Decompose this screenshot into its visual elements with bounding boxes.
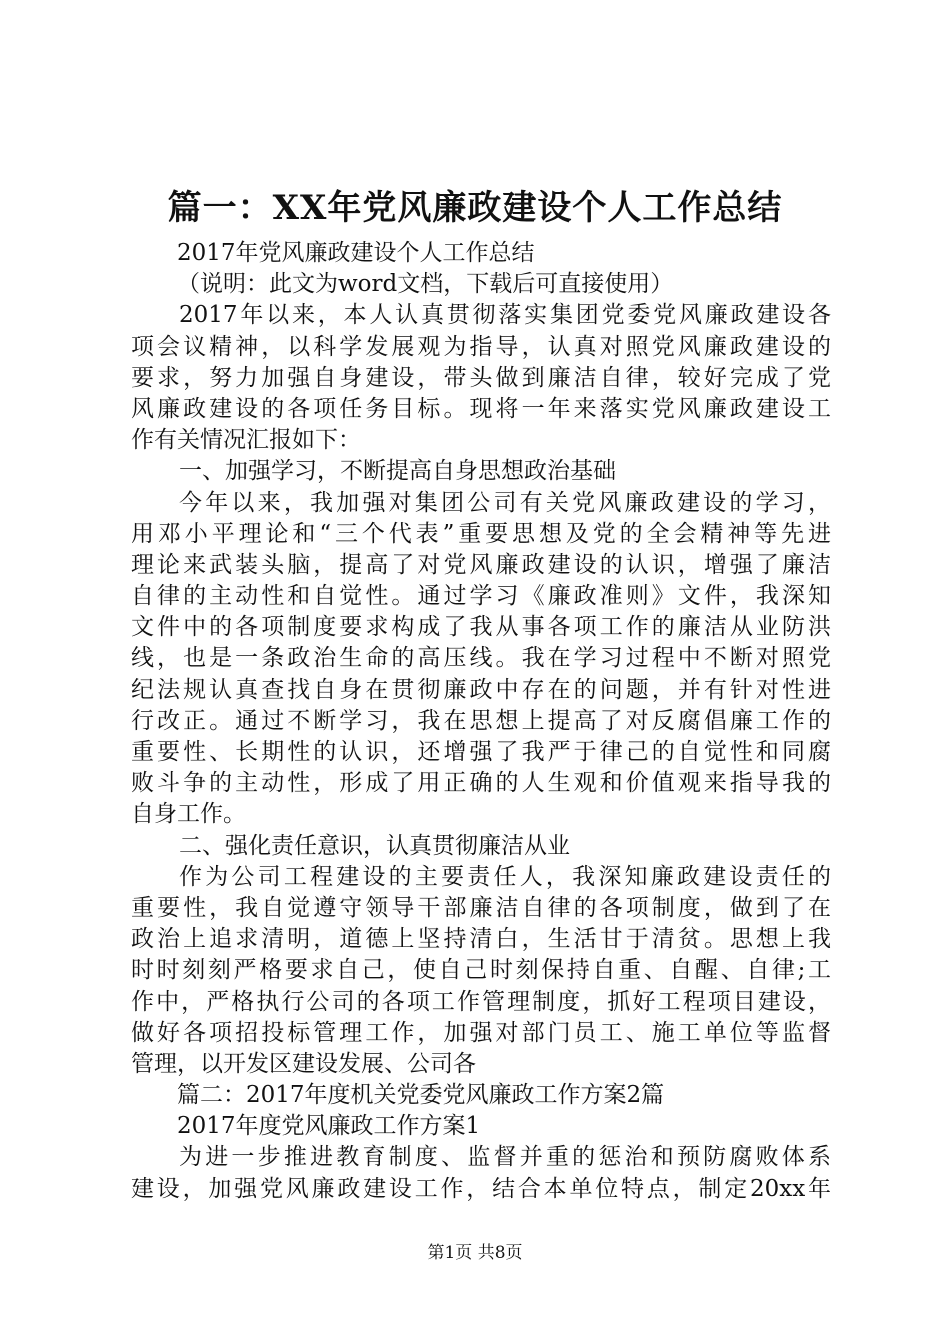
text-line: 重要性、长期性的认识，还增强了我严于律己的自觉性和同腐 [131, 739, 831, 765]
text-line: 纪法规认真查找自身在贯彻廉政中存在的问题，并有针对性进 [131, 676, 831, 703]
text-line: 建设，加强党风廉政建设工作，结合本单位特点，制定20xx年 [131, 1175, 831, 1202]
text-line: 篇二：2017年度机关党委党风廉政工作方案2篇 [177, 1082, 665, 1109]
text-line: 今年以来，我加强对集团公司有关党风廉政建设的学习， [179, 489, 831, 516]
text-line: 2017年以来，本人认真贯彻落实集团党委党风廉政建设各 [179, 302, 831, 329]
text-line: 为进一步推进教育制度、监督并重的惩治和预防腐败体系 [179, 1144, 831, 1171]
text-line: 政治上追求清明，道德上坚持清白，生活甘于清贫。思想上我 [131, 926, 831, 953]
text-line: 做好各项招投标管理工作，加强对部门员工、施工单位等监督 [131, 1019, 831, 1046]
page-footer: 第1页 共8页 [427, 1243, 523, 1263]
text-line: 文件中的各项制度要求构成了我从事各项工作的廉洁从业防洪 [131, 614, 831, 641]
text-line: 线，也是一条政治生命的高压线。我在学习过程中不断对照党 [131, 645, 831, 672]
text-line: 行改正。通过不断学习，我在思想上提高了对反腐倡廉工作的 [131, 707, 831, 734]
text-line: 风廉政建设的各项任务目标。现将一年来落实党风廉政建设工 [131, 395, 831, 422]
text-line: 项会议精神，以科学发展观为指导，认真对照党风廉政建设的 [131, 333, 831, 360]
text-line: 自身工作。 [131, 801, 246, 828]
text-line: 二、强化责任意识，认真贯彻廉洁从业 [179, 832, 570, 859]
text-line: 重要性，我自觉遵守领导干部廉洁自律的各项制度，做到了在 [131, 894, 831, 921]
text-line: 要求，努力加强自身建设，带头做到廉洁自律，较好完成了党 [131, 364, 831, 391]
text-line: 管理，以开发区建设发展、公司各 [131, 1050, 476, 1077]
text-line: 2017年度党风廉政工作方案1 [177, 1113, 481, 1140]
text-line: 一、加强学习，不断提高自身思想政治基础 [179, 458, 616, 485]
text-line: 自律的主动性和自觉性。通过学习《廉政准则》文件，我深知 [131, 583, 831, 610]
text-line: 理论来武装头脑，提高了对党风廉政建设的认识，增强了廉洁 [131, 551, 831, 578]
document-title: 篇一：XX年党风廉政建设个人工作总结 [167, 188, 783, 228]
text-line: 用邓小平理论和“三个代表”重要思想及党的全会精神等先进 [131, 520, 831, 547]
text-line: 作为公司工程建设的主要责任人，我深知廉政建设责任的 [179, 863, 831, 890]
text-line: 2017年党风廉政建设个人工作总结 [177, 240, 535, 266]
text-line: 时时刻刻严格要求自己，使自己时刻保持自重、自醒、自律;工 [131, 957, 831, 984]
text-line: （说明：此文为word文档，下载后可直接使用） [177, 271, 674, 298]
document-body [131, 238, 831, 1205]
text-line: 作有关情况汇报如下： [131, 427, 361, 454]
text-line: 败斗争的主动性，形成了用正确的人生观和价值观来指导我的 [131, 770, 831, 797]
text-line: 作中，严格执行公司的各项工作管理制度，抓好工程项目建设， [131, 988, 831, 1015]
